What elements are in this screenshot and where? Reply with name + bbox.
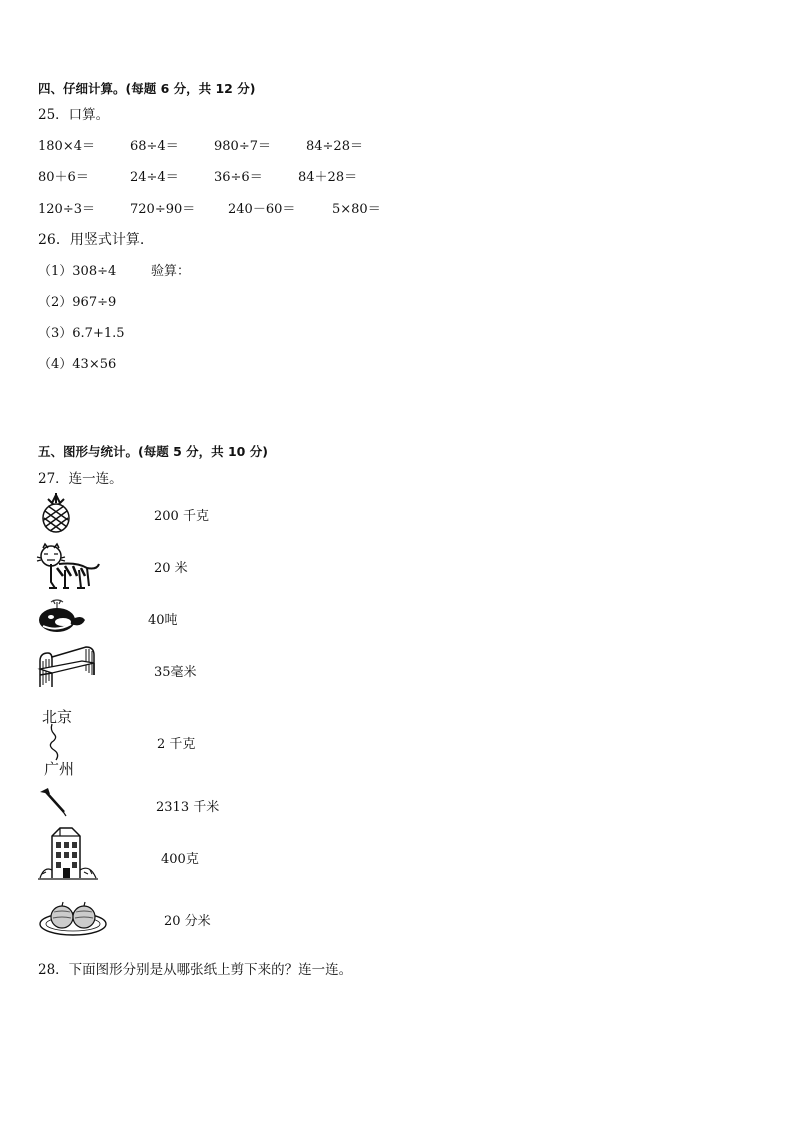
measure-label: 2 千克 xyxy=(157,737,196,752)
section-4-heading: 四、仔细计算。(每题 6 分，共 12 分) xyxy=(38,81,256,96)
whale-icon xyxy=(37,598,87,638)
calc-item: 720÷90＝ xyxy=(130,202,196,217)
vertical-calc-item: （3）6.7+1.5 xyxy=(38,326,125,341)
calc-item: 980÷7＝ xyxy=(214,139,271,154)
calc-item: 68÷4＝ xyxy=(130,139,179,154)
vertical-calc-item: （4）43×56 xyxy=(38,357,117,372)
calc-item: 180×4＝ xyxy=(38,139,95,154)
vertical-calc-item: （1）308÷4 xyxy=(38,264,117,279)
check-label: 验算： xyxy=(151,264,191,279)
measure-label: 2313 千米 xyxy=(156,800,220,815)
question-25-title: 25．口算。 xyxy=(38,107,110,123)
calc-item: 84÷28＝ xyxy=(306,139,363,154)
calc-item: 24÷4＝ xyxy=(130,170,179,185)
section-5-heading: 五、图形与统计。(每题 5 分，共 10 分) xyxy=(38,444,268,459)
measure-label: 35毫米 xyxy=(154,665,197,680)
calc-item: 240－60＝ xyxy=(228,202,296,217)
calc-item: 5×80＝ xyxy=(332,202,381,217)
measure-label: 20 分米 xyxy=(164,914,211,929)
map-city-guangzhou: 广州 xyxy=(44,760,75,778)
map-city-beijing: 北京 xyxy=(42,708,73,726)
building-icon xyxy=(38,826,98,880)
calc-item: 84＋28＝ xyxy=(298,170,358,185)
bed-icon xyxy=(38,645,96,689)
measure-label: 200 千克 xyxy=(154,509,209,524)
measure-label: 40吨 xyxy=(148,613,178,628)
question-28-title: 28．下面图形分别是从哪张纸上剪下来的？连一连。 xyxy=(38,962,353,978)
calc-item: 80＋6＝ xyxy=(38,170,89,185)
measure-label: 400克 xyxy=(161,852,199,867)
calc-item: 36÷6＝ xyxy=(214,170,263,185)
measure-label: 20 米 xyxy=(154,561,188,576)
question-26-title: 26．用竖式计算. xyxy=(38,232,145,248)
vertical-calc-item: （2）967÷9 xyxy=(38,295,117,310)
tiger-icon xyxy=(37,542,101,592)
map-route-icon xyxy=(46,724,66,760)
nail-icon xyxy=(38,788,68,818)
question-27-title: 27．连一连。 xyxy=(38,471,123,487)
calc-item: 120÷3＝ xyxy=(38,202,95,217)
pineapple-icon xyxy=(36,493,76,533)
apples-icon xyxy=(38,900,108,936)
